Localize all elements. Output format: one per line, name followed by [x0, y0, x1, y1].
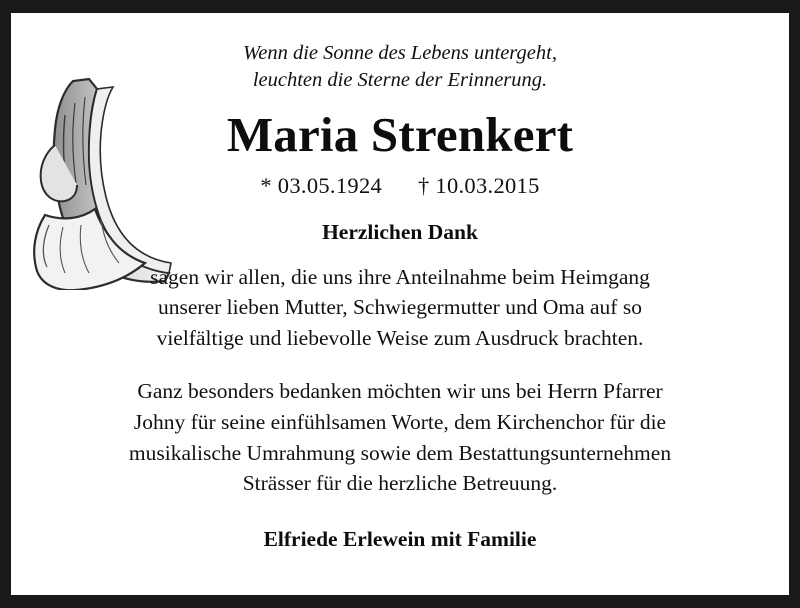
- paragraph-two: [11, 376, 789, 498]
- epitaph: [11, 40, 789, 95]
- birth-date: * 03.05.1924: [260, 172, 383, 198]
- notice-content: [11, 13, 789, 552]
- paragraph-one-line-2: unserer lieben Mutter, Schwiegermutter und Oma auf so: [158, 295, 642, 320]
- deceased-name: Maria Strenkert: [226, 106, 574, 162]
- paragraph-one: [11, 262, 789, 354]
- signature: Elfriede Erlewein mit Familie: [263, 526, 537, 551]
- notice-inner: [11, 13, 789, 595]
- paragraph-two-line-3: musikalische Umrahmung sowie dem Bestattungsunternehmen: [128, 440, 672, 465]
- paragraph-one-line-3: vielfältige und liebevolle Weise zum Ausdruck brachten.: [156, 325, 644, 350]
- paragraph-two-line-4: Strässer für die herzliche Betreuung.: [242, 471, 558, 496]
- life-dates: [11, 173, 789, 199]
- epitaph-line-2: leuchten die Sterne der Erinnerung.: [252, 69, 548, 92]
- paragraph-one-line-1: sagen wir allen, die uns ihre Anteilnahme beim Heimgang: [150, 264, 650, 289]
- paragraph-two-line-1: Ganz besonders bedanken möchten wir uns bei Herrn Pfarrer: [137, 379, 663, 404]
- paragraph-two-line-2: Johny für seine einfühlsamen Worte, dem Kirchenchor für die: [133, 410, 667, 434]
- death-date: † 10.03.2015: [417, 172, 540, 198]
- thanks-heading: Herzlichen Dank: [322, 219, 478, 244]
- epitaph-line-1: Wenn die Sonne des Lebens untergeht,: [243, 42, 557, 64]
